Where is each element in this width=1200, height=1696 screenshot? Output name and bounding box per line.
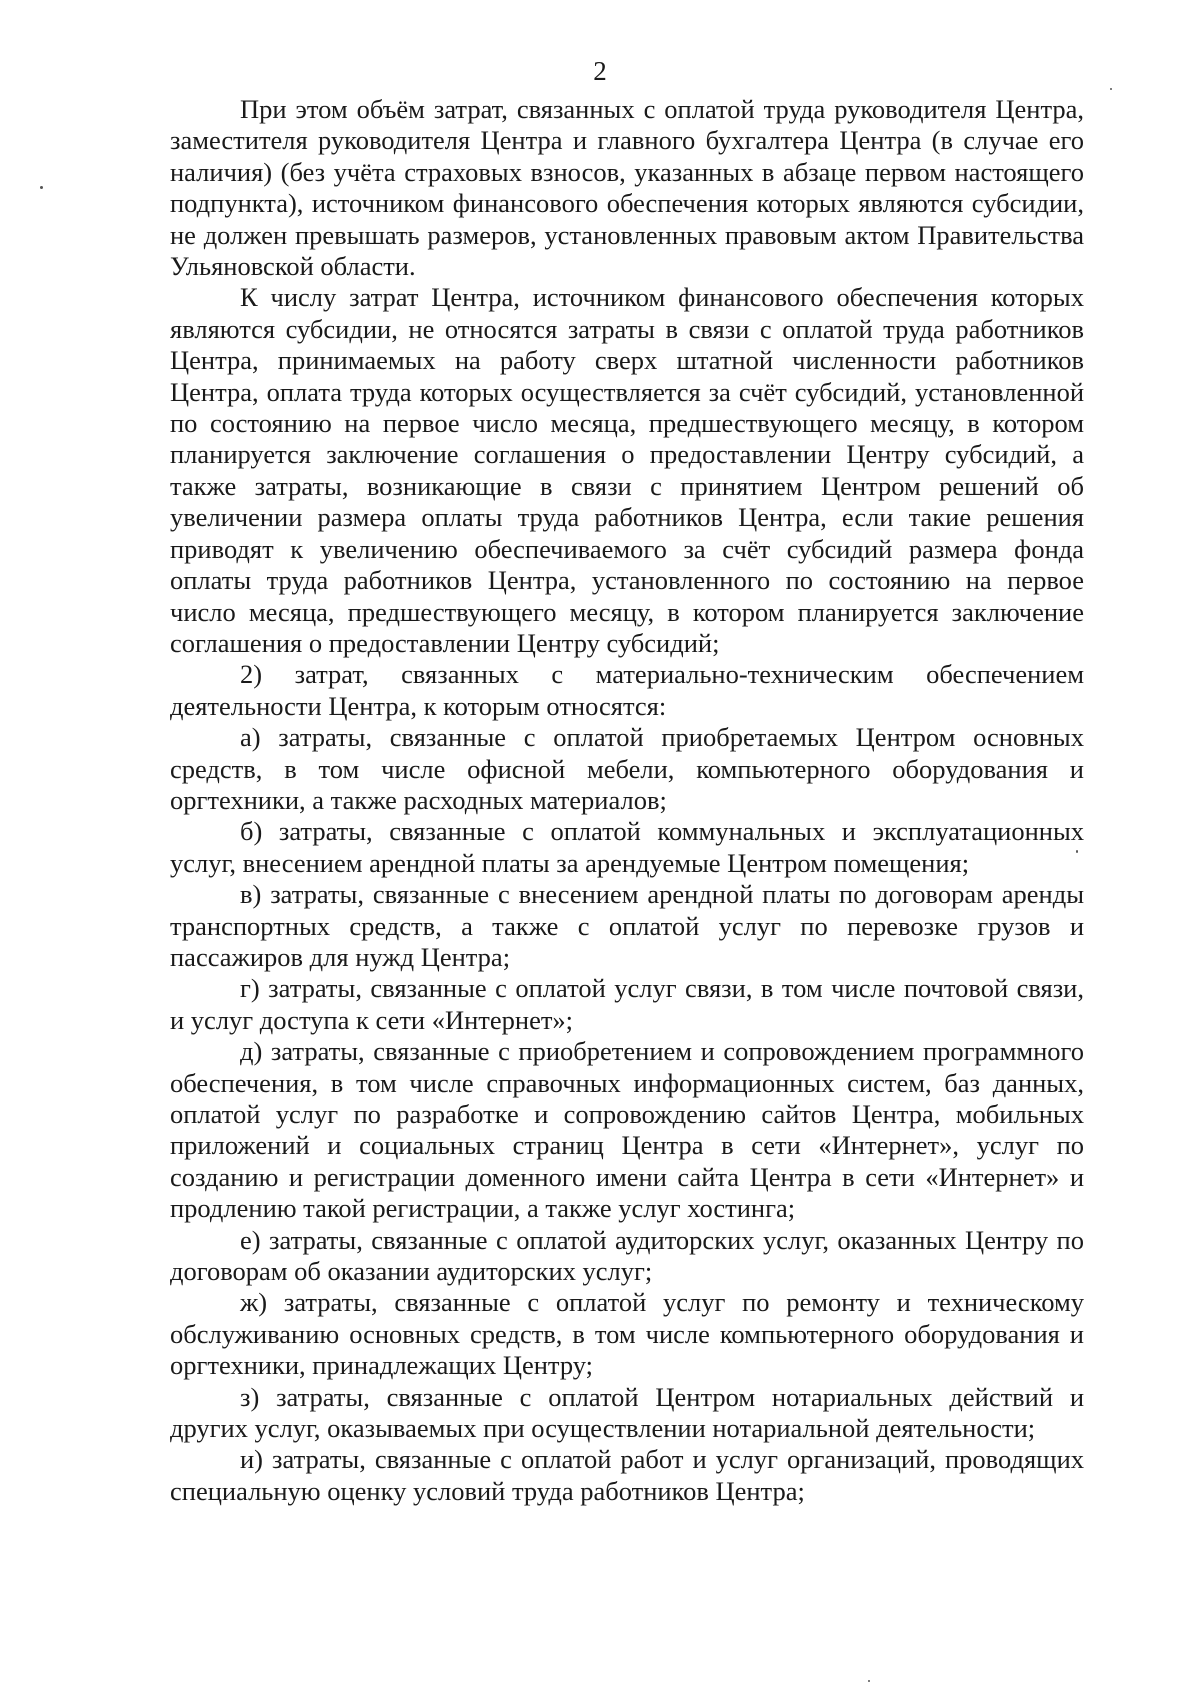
paragraph-item-2: 2) затрат, связанных с материально-техническим обеспечением деятельности Центра, к которым относятся:	[170, 659, 1084, 721]
paragraph-item-d: д) затраты, связанные с приобретением и сопровождением программного обеспечения, в том числе справочных информационных систем, баз данных, оплатой услуг по разработке и сопровождению сайтов Центра, мобильных приложений и социальных страниц Центра в сети «Интернет», услуг по созданию и регистрации доменного имени сайта Центра в сети «Интернет» и продлению такой регистрации, а также услуг хостинга;	[170, 1036, 1084, 1224]
document-body	[170, 94, 1084, 1507]
scan-speck	[40, 186, 43, 189]
scan-speck	[868, 1680, 870, 1682]
paragraph-item-v: в) затраты, связанные с внесением арендной платы по договорам аренды транспортных средств, а также с оплатой услуг по перевозке грузов и пассажиров для нужд Центра;	[170, 879, 1084, 972]
scan-speck	[1076, 850, 1078, 853]
paragraph-item-b: б) затраты, связанные с оплатой коммунальных и эксплуатационных услуг, внесением арендной платы за арендуемые Центром помещения;	[170, 816, 1084, 878]
paragraph-item-i: и) затраты, связанные с оплатой работ и услуг организаций, проводящих специальную оценку условий труда работников Центра;	[170, 1444, 1084, 1506]
paragraph-salary-limit: При этом объём затрат, связанных с оплатой труда руководителя Центра, заместителя руководителя Центра и главного бухгалтера Центра (в случае его наличия) (без учёта страховых взносов, указанных в абзаце первом настоящего подпункта), источником финансового обеспечения которых являются субсидии, не должен превышать размеров, установленных правовым актом Правительства Ульяновской области.	[170, 94, 1084, 282]
paragraph-excluded-costs: К числу затрат Центра, источником финансового обеспечения которых являются субсидии, не относятся затраты в связи с оплатой труда работников Центра, принимаемых на работу сверх штатной численности работников Центра, оплата труда которых осуществляется за счёт субсидий, установленной по состоянию на первое число месяца, предшествующего месяцу, в котором планируется заключение соглашения о предоставлении Центру субсидий, а также затраты, возникающие в связи с принятием Центром решений об увеличении размера оплаты труда работников Центра, если такие решения приводят к увеличению обеспечиваемого за счёт субсидий размера фонда оплаты труда работников Центра, установленного по состоянию на первое число месяца, предшествующего месяцу, в котором планируется заключение соглашения о предоставлении Центру субсидий;	[170, 282, 1084, 658]
page-number: 2	[593, 56, 607, 86]
paragraph-item-e: е) затраты, связанные с оплатой аудиторских услуг, оказанных Центру по договорам об оказании аудиторских услуг;	[170, 1224, 1084, 1287]
paragraph-item-a: а) затраты, связанные с оплатой приобретаемых Центром основных средств, в том числе офисной мебели, компьютерного оборудования и оргтехники, а также расходных материалов;	[170, 722, 1084, 815]
paragraph-item-g: г) затраты, связанные с оплатой услуг связи, в том числе почтовой связи, и услуг доступа к сети «Интернет»;	[170, 973, 1084, 1035]
paragraph-item-z: з) затраты, связанные с оплатой Центром нотариальных действий и других услуг, оказываемых при осуществлении нотариальной деятельности;	[170, 1381, 1084, 1444]
paragraph-item-zh: ж) затраты, связанные с оплатой услуг по ремонту и техническому обслуживанию основных средств, в том числе компьютерного оборудования и оргтехники, принадлежащих Центру;	[170, 1287, 1084, 1381]
scan-speck	[1110, 88, 1112, 90]
